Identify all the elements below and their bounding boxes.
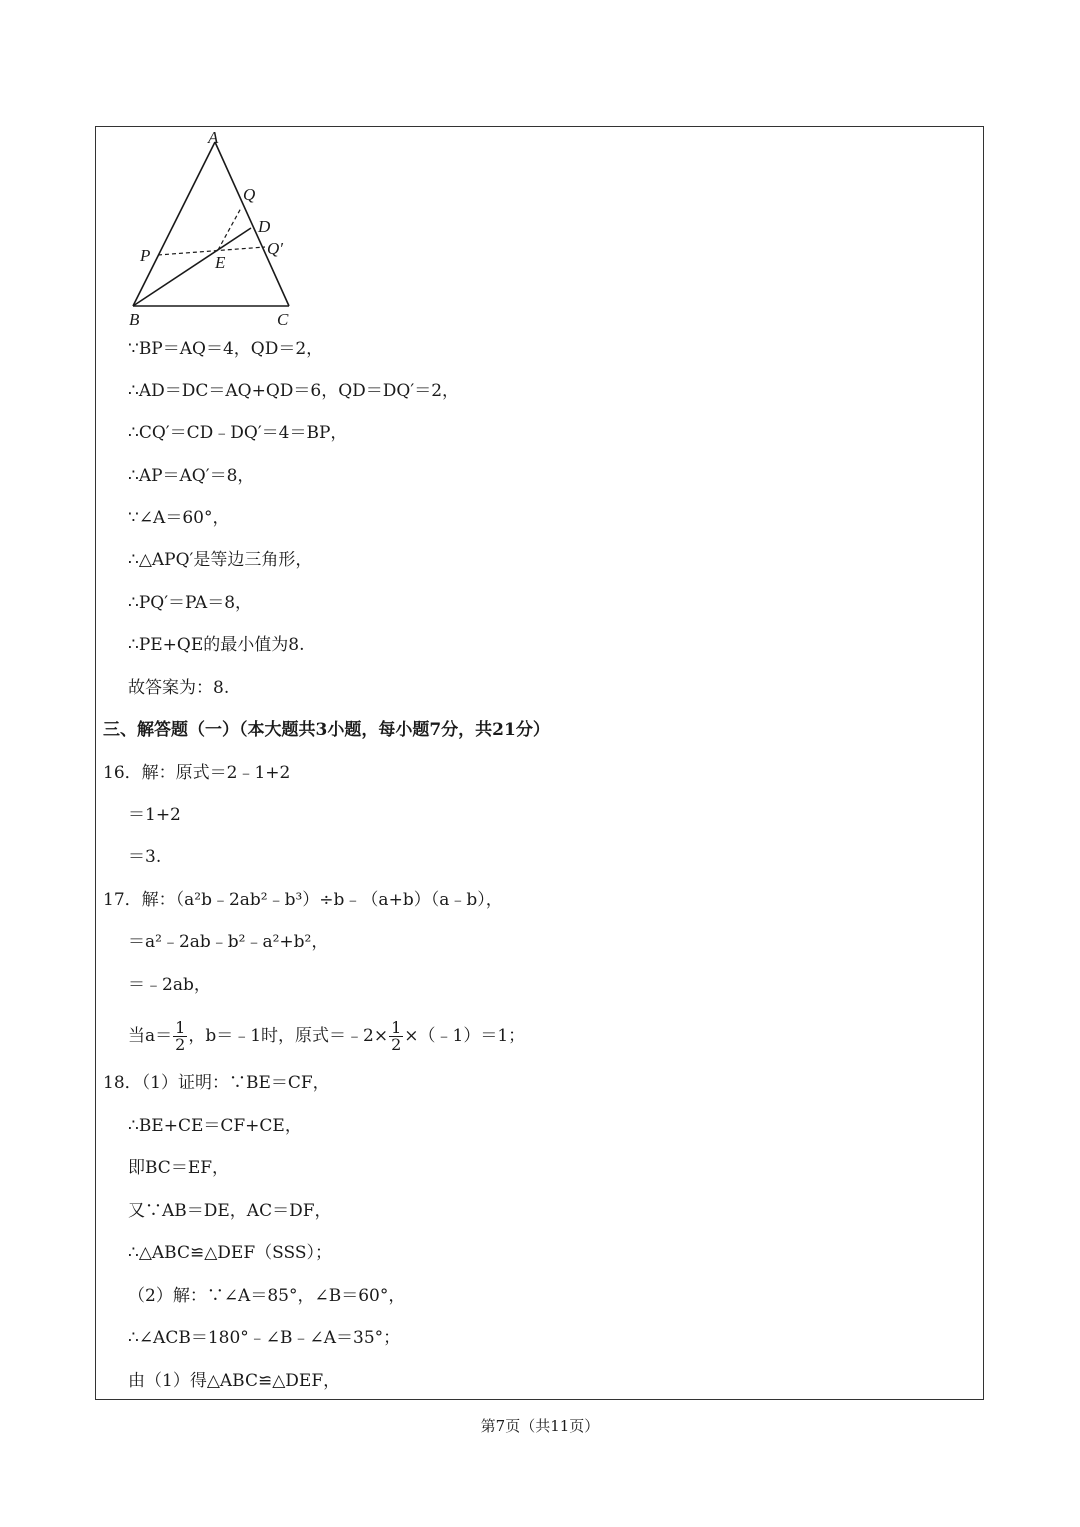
solution-line: ∵∠A＝60°， [128,508,230,528]
solution-line: ∴△ABC≌△DEF（SSS）； [128,1243,332,1263]
section-heading: 三、解答题（一）（本大题共3小题，每小题7分，共21分） [103,720,550,740]
side-ab [133,142,215,306]
solution-line: ∴AP＝AQ′＝8， [128,466,255,486]
solution-line: ∴AD＝DC＝AQ+QD＝6，QD＝DQ′＝2， [128,381,460,401]
side-ac [215,142,289,306]
solution-line: ＝1+2 [128,805,181,825]
label-a: A [208,128,219,147]
text-segment: ，b＝﹣1时，原式＝﹣2× [188,1026,389,1046]
label-qp: Q′ [267,239,283,258]
substitution-line [128,1018,525,1054]
label-c: C [277,310,289,329]
fraction-half [389,1020,403,1053]
solution-line: 故答案为：8. [128,678,230,698]
triangle-figure [120,128,310,330]
solution-line: ∴BE+CE＝CF+CE， [128,1116,302,1136]
solution-line: 即BC＝EF， [128,1158,230,1178]
solution-line: ∵BP＝AQ＝4，QD＝2， [128,339,324,359]
solution-line: ∴PE+QE的最小值为8. [128,635,305,655]
label-b: B [129,310,140,329]
label-e: E [215,253,226,272]
solution-line: ∴CQ′＝CD﹣DQ′＝4＝BP， [128,423,348,443]
solution-line: ＝3. [128,847,162,867]
fraction-numerator: 1 [391,1018,402,1037]
page-footer: 第7页（共11页） [480,1417,600,1435]
solution-line: 18．（1）证明：∵BE＝CF， [103,1073,330,1093]
label-q: Q [243,185,256,204]
segment-bd [133,228,251,306]
fraction-denominator: 2 [391,1035,402,1054]
text-segment: ×（﹣1）＝1； [404,1026,526,1046]
fraction-numerator: 1 [175,1018,186,1037]
label-d: D [258,217,271,236]
solution-line: 由（1）得△ABC≌△DEF， [128,1371,341,1391]
dashed-eq [218,208,241,250]
solution-line: （2）解：∵∠A＝85°，∠B＝60°， [128,1286,406,1306]
solution-line: 16．解：原式＝2﹣1+2 [103,763,291,783]
solution-line: ＝﹣2ab， [128,975,211,995]
solution-line: ∴△APQ′是等边三角形， [128,550,313,570]
solution-line: ＝a²﹣2ab﹣b²﹣a²+b²， [128,932,329,952]
solution-line: 17．解：（a²b﹣2ab²﹣b³）÷b﹣（a+b）（a﹣b）， [103,890,503,910]
text-segment: 当a＝ [128,1026,173,1046]
solution-line: ∴PQ′＝PA＝8， [128,593,253,613]
solution-line: ∴∠ACB＝180°﹣∠B﹣∠A＝35°； [128,1328,401,1348]
fraction-half [173,1020,187,1053]
fraction-denominator: 2 [175,1035,186,1054]
solution-line: 又∵AB＝DE，AC＝DF， [128,1201,332,1221]
label-p: P [140,246,151,265]
